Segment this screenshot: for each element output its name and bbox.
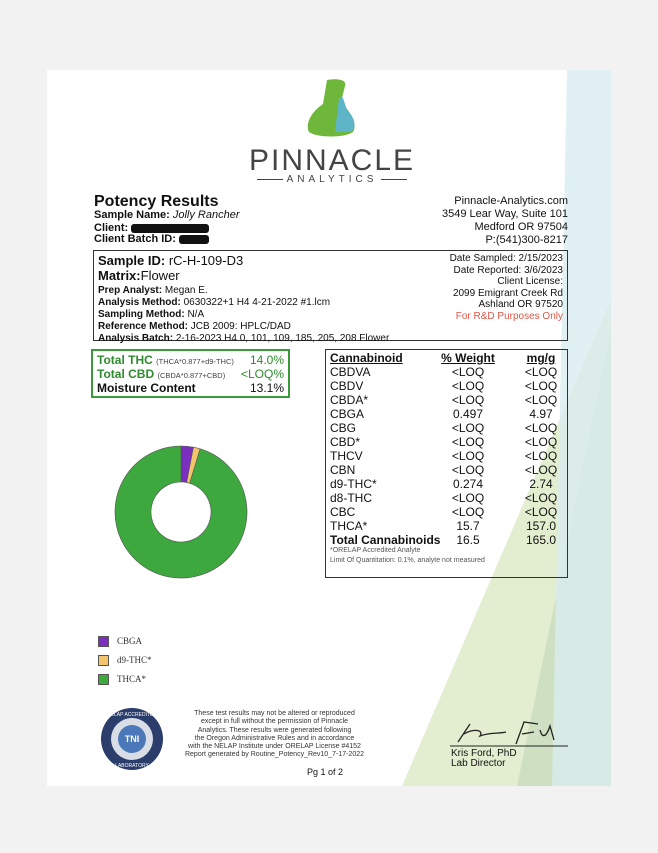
tagline-text: ANALYTICS bbox=[286, 174, 378, 185]
mg-cell: <LOQ bbox=[524, 435, 558, 449]
disclaimer-line: except in full without the permission of Pinnacle bbox=[200, 718, 349, 726]
disclaimer-line: These test results may not be altered or reproduced bbox=[194, 710, 355, 717]
reference-method-value: JCB 2009: HPLC/DAD bbox=[190, 321, 291, 332]
lab-phone: P:(541)300-8217 bbox=[485, 234, 568, 246]
table-row bbox=[330, 450, 564, 463]
total-label: Total Cannabinoids bbox=[330, 533, 441, 547]
table-row bbox=[330, 422, 564, 435]
legend-d9thc bbox=[98, 655, 152, 666]
reference-method-label: Reference Method: bbox=[98, 321, 189, 332]
table-row bbox=[330, 520, 564, 533]
legend-label-thca: THCA* bbox=[117, 674, 146, 684]
seal-center-text: TNI bbox=[124, 734, 140, 744]
client-label: Client: bbox=[94, 222, 129, 234]
weight-cell: <LOQ bbox=[451, 505, 485, 519]
mg-cell: <LOQ bbox=[524, 449, 558, 463]
cannabinoid-name: CBDA* bbox=[330, 393, 369, 407]
analysis-batch-label: Analysis Batch: bbox=[98, 333, 174, 344]
weight-cell: <LOQ bbox=[451, 393, 485, 407]
director-signature bbox=[450, 718, 570, 750]
client-batch-redaction bbox=[179, 235, 209, 244]
table-row bbox=[330, 366, 564, 379]
weight-cell: 0.497 bbox=[452, 407, 484, 421]
total-weight: 16.5 bbox=[456, 533, 480, 547]
weight-cell: <LOQ bbox=[451, 421, 485, 435]
mg-cell: <LOQ bbox=[524, 505, 558, 519]
matrix-label: Matrix: bbox=[98, 268, 141, 283]
weight-cell: <LOQ bbox=[451, 435, 485, 449]
header-mg: mg/g bbox=[526, 351, 556, 365]
weight-cell: 0.274 bbox=[452, 477, 484, 491]
brand-tagline bbox=[247, 174, 417, 185]
seal-top-text: NELAP ACCREDITED bbox=[107, 712, 157, 718]
cannabinoid-name: CBC bbox=[330, 505, 356, 519]
method-details bbox=[98, 285, 389, 345]
signer-block bbox=[451, 749, 517, 769]
brand-name: PINNACLE bbox=[248, 144, 416, 177]
legend-label-d9thc: d9-THC* bbox=[117, 655, 152, 665]
cannabinoid-name: CBDVA bbox=[330, 365, 371, 379]
disclaimer-line: with the NELAP Institute under ORELAP License #4152 bbox=[188, 743, 361, 751]
analysis-method-label: Analysis Method: bbox=[98, 297, 181, 308]
weight-cell: 15.7 bbox=[456, 519, 480, 533]
legend-cbga bbox=[98, 636, 142, 647]
report-page bbox=[47, 70, 611, 786]
total-thc-row bbox=[97, 353, 284, 367]
sample-name-value: Jolly Rancher bbox=[172, 209, 240, 221]
table-row bbox=[330, 394, 564, 407]
table-row bbox=[330, 478, 564, 491]
weight-cell: <LOQ bbox=[451, 449, 485, 463]
lab-address-2: Medford OR 97504 bbox=[474, 221, 568, 233]
analysis-method-value: 0630322+1 H4 4-21-2022 #1.lcm bbox=[183, 297, 331, 308]
report-title: Potency Results bbox=[94, 193, 219, 210]
signer-title: Lab Director bbox=[451, 758, 506, 769]
page-number: Pg 1 of 2 bbox=[307, 767, 344, 777]
total-cbd-row bbox=[97, 367, 284, 381]
sample-id-label: Sample ID: bbox=[98, 253, 166, 268]
cannabinoid-name: THCA* bbox=[330, 519, 368, 533]
cannabinoid-name: CBG bbox=[330, 421, 357, 435]
seal-bottom-text: LABORATORY bbox=[115, 763, 149, 769]
total-thc-formula: (THCA*0.877+d9-THC) bbox=[156, 357, 234, 366]
total-cbd-label: Total CBD bbox=[97, 367, 155, 381]
nelap-accreditation-seal bbox=[99, 706, 165, 772]
legal-disclaimer bbox=[162, 710, 387, 760]
purpose-note: For R&D Purposes Only bbox=[455, 310, 563, 322]
cannabinoid-name: d9-THC* bbox=[330, 477, 377, 491]
legend-label-cbga: CBGA bbox=[117, 636, 143, 646]
client-batch-line bbox=[94, 233, 209, 245]
mg-cell: <LOQ bbox=[524, 379, 558, 393]
cannabinoid-name: CBD* bbox=[330, 435, 361, 449]
mg-cell: <LOQ bbox=[524, 463, 558, 477]
client-address-1: 2099 Emigrant Creek Rd bbox=[452, 287, 563, 299]
table-row bbox=[330, 506, 564, 519]
total-mg: 165.0 bbox=[525, 533, 557, 547]
client-address-2: Ashland OR 97520 bbox=[478, 299, 563, 310]
analysis-batch-value: 2-16-2023 H4 0, 101, 109, 185, 205, 208 Flower bbox=[175, 333, 390, 344]
cannabinoid-name: THCV bbox=[330, 449, 363, 463]
client-redaction bbox=[131, 224, 209, 233]
sample-id-line bbox=[98, 253, 243, 268]
mg-cell: <LOQ bbox=[524, 421, 558, 435]
matrix-line bbox=[98, 268, 180, 283]
sample-name-label: Sample Name: bbox=[94, 209, 170, 221]
lab-address-1: 3549 Lear Way, Suite 101 bbox=[442, 208, 568, 220]
total-thc-label: Total THC bbox=[97, 353, 153, 367]
cannabinoid-name: CBGA bbox=[330, 407, 365, 421]
sample-info-box bbox=[93, 250, 568, 344]
total-thc-value: 14.0% bbox=[249, 353, 284, 367]
sampling-method-label: Sampling Method: bbox=[98, 309, 185, 320]
mg-cell: <LOQ bbox=[524, 491, 558, 505]
table-row bbox=[330, 492, 564, 505]
mg-cell: 2.74 bbox=[529, 477, 553, 491]
disclaimer-line: the Oregon Administrative Rules and in accordance bbox=[194, 734, 355, 742]
client-license: Client License: bbox=[497, 276, 563, 287]
table-note-1: *ORELAP Accredited Analyte bbox=[330, 547, 421, 554]
mg-cell: 4.97 bbox=[529, 407, 553, 421]
legend-swatch-d9thc bbox=[98, 655, 109, 666]
table-row bbox=[330, 380, 564, 393]
potency-summary-box bbox=[91, 349, 290, 398]
total-cbd-formula: (CBDA*0.877+CBD) bbox=[157, 371, 226, 380]
client-batch-label: Client Batch ID: bbox=[94, 233, 176, 245]
cannabinoid-name: CBN bbox=[330, 463, 356, 477]
lab-website: Pinnacle-Analytics.com bbox=[454, 195, 568, 207]
cannabinoid-donut-chart bbox=[101, 432, 261, 592]
moisture-value: 13.1% bbox=[249, 381, 284, 395]
date-sampled: Date Sampled: 2/15/2023 bbox=[449, 253, 563, 264]
cannabinoid-name: CBDV bbox=[330, 379, 364, 393]
header-weight: % Weight bbox=[441, 351, 495, 365]
disclaimer-line: Analytics. These results were generated following bbox=[197, 726, 352, 734]
mg-cell: 157.0 bbox=[525, 519, 557, 533]
table-row bbox=[330, 464, 564, 477]
matrix-value: Flower bbox=[140, 268, 180, 283]
legend-swatch-cbga bbox=[98, 636, 109, 647]
total-cbd-value: <LOQ% bbox=[240, 367, 284, 381]
sampling-method-value: N/A bbox=[187, 309, 205, 320]
signer-name: Kris Ford, PhD bbox=[451, 748, 517, 759]
prep-analyst-value: Megan E. bbox=[164, 285, 208, 296]
moisture-label: Moisture Content bbox=[97, 381, 196, 395]
cannabinoid-table bbox=[325, 349, 568, 578]
sample-dates bbox=[450, 253, 563, 322]
weight-cell: <LOQ bbox=[451, 463, 485, 477]
legend-swatch-thca bbox=[98, 674, 109, 685]
legend-thca bbox=[98, 674, 146, 685]
weight-cell: <LOQ bbox=[451, 379, 485, 393]
table-row bbox=[330, 436, 564, 449]
total-cannabinoids-row bbox=[330, 534, 564, 547]
lab-contact bbox=[442, 195, 568, 247]
disclaimer-line: Report generated by Routine_Potency_Rev10_7-17-2022 bbox=[184, 751, 364, 759]
weight-cell: <LOQ bbox=[451, 491, 485, 505]
moisture-row bbox=[97, 381, 284, 395]
table-note-2: Limit Of Quantitation: 0.1%, analyte not measured bbox=[330, 557, 485, 564]
table-header bbox=[330, 352, 564, 365]
date-reported: Date Reported: 3/6/2023 bbox=[453, 264, 563, 276]
table-row bbox=[330, 408, 564, 421]
mg-cell: <LOQ bbox=[524, 365, 558, 379]
weight-cell: <LOQ bbox=[451, 365, 485, 379]
cannabinoid-name: d8-THC bbox=[330, 491, 373, 505]
sample-name-line bbox=[94, 209, 240, 221]
mg-cell: <LOQ bbox=[524, 393, 558, 407]
prep-analyst-label: Prep Analyst: bbox=[98, 285, 163, 296]
sample-id-value: rC-H-109-D3 bbox=[168, 253, 244, 268]
donut-slice-thca bbox=[115, 446, 247, 578]
header-cannabinoid: Cannabinoid bbox=[330, 351, 403, 365]
